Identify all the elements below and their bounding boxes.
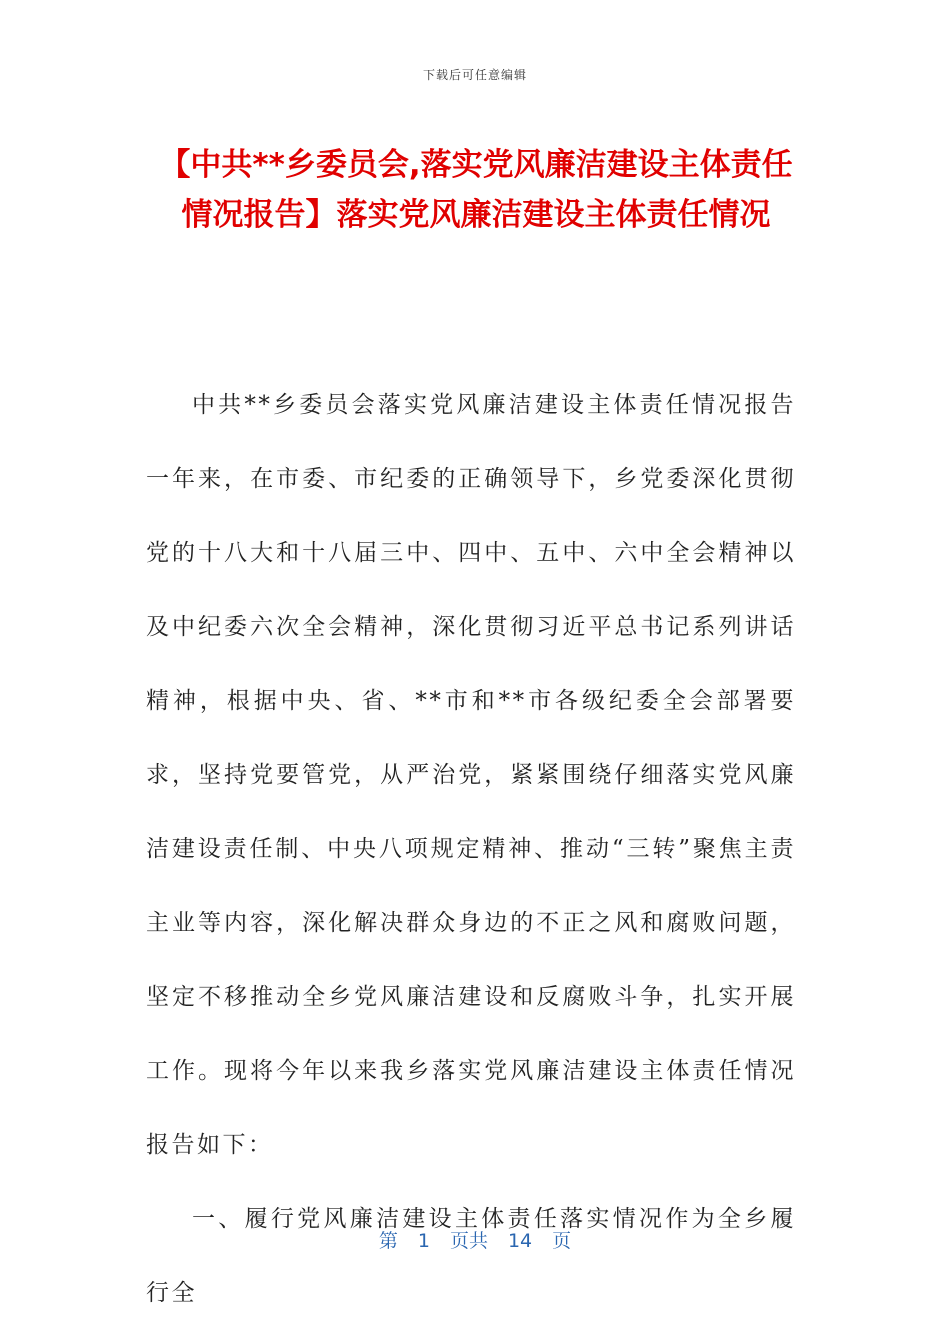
header-note: 下载后可任意编辑 [422,68,527,82]
page-footer [0,1226,950,1253]
document-body [146,368,796,1330]
paragraph-intro: 中共**乡委员会落实党风廉洁建设主体责任情况报告一年来，在市委、市纪委的正确领导下，乡党委深化贯彻党的十八大和十八届三中、四中、五中、六中全会精神以及中纪委六次全会精神，深化贯彻习近平总书记系列讲话精神，根据中央、省、**市和**市各级纪委全会部署要求，坚持党要管党，从严治党，紧紧围绕仔细落实党风廉洁建设责任制、中央八项规定精神、推动“三转”聚焦主责主业等内容，深化解决群众身边的不正之风和腐败问题，坚定不移推动全乡党风廉洁建设和反腐败斗争，扎实开展工作。现将今年以来我乡落实党风廉洁建设主体责任情况报告如下： [146,392,796,1158]
footer-middle: 页共 [449,1230,488,1252]
current-page-number: 1 [417,1230,430,1252]
paragraph-section-1: 一、履行党风廉洁建设主体责任落实情况作为全乡履行全 [146,1206,796,1306]
footer-prefix: 第 [378,1230,398,1252]
document-title: 【中共**乡委员会,落实党风廉洁建设主体责任情况报告】落实党风廉洁建设主体责任情况 [159,147,793,233]
total-page-count: 14 [507,1230,533,1252]
footer-suffix: 页 [552,1230,572,1252]
